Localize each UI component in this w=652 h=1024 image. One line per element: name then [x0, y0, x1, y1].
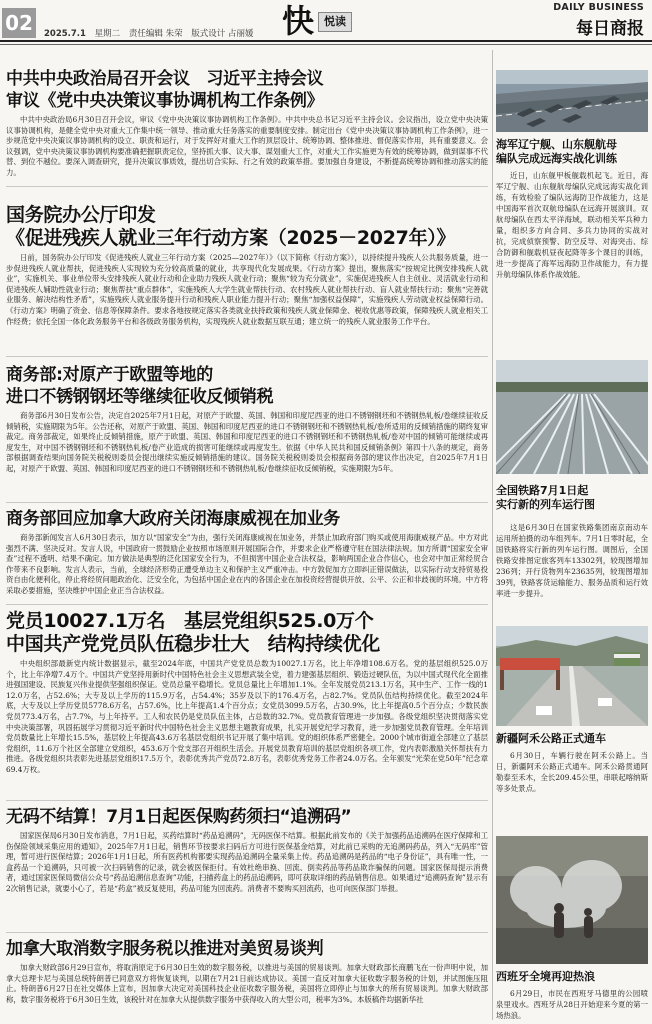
article-headline	[6, 204, 488, 250]
article-body: 国家医保局6月30日发布消息，7月1日起，买药结算时“药品追溯码”，无码医保不结算。根据此前发布的《关于加强药品追溯码在医疗保障和工伤保险领域采集应用的通知》，2025年7月1日起，销售环节按要求扫码后方可进行医保基金结算，对此前已采购的无追溯码药品，列入“无码库”管理，暂可进行医保结算；2026年1月1日起，所有医药机构都要实现药品追溯码全量采集上传。药品追溯码是药品的“电子身份证”，具有唯一性，一盒药品一个追溯码，只可被一次扫码销售的记录，就会被医保拒付。有效杜绝串换、回流、倒卖药品等药品欺诈骗保的问题。国家医保局提示消费者，通过国家医保局微信公众号“药品追溯信息查询”功能，扫描药盒上的药品追溯码，即可获取详细的药品销售信息。如果通过“追溯码查询”显示有2次销售记录，就要小心了，若是“药盒”被反复使用，药品可能为回流药。消费者不要购买回流药，也可向医保部门举报。	[6, 831, 488, 893]
masthead-rule	[0, 40, 652, 42]
article-headline	[6, 610, 488, 656]
article-politburo	[6, 68, 488, 179]
article-headline	[6, 938, 488, 960]
article-traceability-code	[6, 806, 488, 927]
article-body: 中共中央政治局6月30日召开会议，审议《党中央决策议事协调机构工作条例》。中共中央总书记习近平主持会议。会议指出，设立党中央决策议事协调机构，是健全党中央对重大工作集中统一领导、推动重大任务落实的重要制度安排。制定出台《党中央决策议事协调机构工作条例》，进一步规范党中央决策议事协调机构的设立、职责和运行，对于发挥好对重大工作的顶层设计、统筹协调、整体推进、督促落实作用，具有重要意义。会议强调，党中央决策议事协调机构要准确把握职责定位，坚持抓大事、议大事、谋划重大工作，对重大工作实施更为有效的统筹协调，做到谋事不代替、到位不越位。要深入调查研究，提升决策议事质效，提出切合实际、行之有效的政策举措。要加强自身建设，不断提高统筹协调和推动落实的能力。	[6, 115, 488, 177]
sidebar-title-line-1: 西班牙全境再迎热浪	[496, 970, 595, 983]
article-divider	[6, 800, 488, 801]
sidebar-body: 6月29日，市民在西班牙马德里的公园喷泉里戏水。西班牙从28日开始迎来今夏的第一场热浪。	[496, 989, 648, 1020]
photo-railway-depot	[496, 360, 648, 474]
headline-line-1: 国务院办公厅印发	[6, 204, 156, 226]
article-disabled-employment	[6, 204, 488, 349]
headline-line-2: 进口不锈钢钢坯等继续征收反倾销税	[6, 387, 274, 407]
railway-depot-image	[496, 360, 648, 474]
article-headline	[6, 806, 488, 828]
sidebar-title	[496, 484, 648, 512]
page-number: 02	[2, 8, 36, 38]
editor-credit: 责任编辑 朱荣	[128, 29, 183, 39]
article-anti-dumping	[6, 364, 488, 497]
headline-line-2: 审议《党中央决策议事协调机构工作条例》	[6, 91, 324, 111]
headline-line-1: 商务部:对原产于欧盟等地的	[6, 365, 213, 385]
ahe-highway-image	[496, 626, 648, 726]
headline-line-1: 中共中央政治局召开会议 习近平主持会议	[6, 69, 324, 89]
sidebar-title-line-1: 海军辽宁舰、山东舰航母	[496, 138, 617, 151]
photo-madrid-fountain	[496, 836, 648, 964]
masthead-rule-thin	[0, 44, 652, 45]
headline-line-2: 《促进残疾人就业三年行动方案（2025－2027年）》	[6, 227, 456, 249]
article-divider	[6, 604, 488, 605]
date-line	[44, 27, 259, 39]
article-canada-dst	[6, 938, 488, 1017]
section-logo-big: 快	[282, 2, 315, 40]
issue-date: 2025.7.1	[44, 29, 86, 39]
paper-name-en: DAILY BUSINESS	[553, 2, 644, 13]
sidebar-title	[496, 138, 648, 166]
sidebar-body: 6月30日，车辆行驶在阿禾公路上。当日，新疆阿禾公路正式通车。阿禾公路贯通阿勒泰至禾木，全长209.45公里，串联起喀纳斯等多处景点。	[496, 751, 648, 793]
article-divider	[6, 932, 488, 933]
section-logo-small: 悦读	[318, 12, 352, 32]
carrier-deck-image	[496, 70, 648, 132]
article-hikvision	[6, 508, 488, 597]
article-headline	[6, 364, 488, 408]
headline-line-1: 商务部回应加拿大政府关闭海康威视在加业务	[6, 509, 340, 529]
article-divider	[6, 356, 488, 357]
issue-weekday: 星期二	[94, 29, 121, 39]
masthead	[0, 0, 652, 40]
sidebar-title	[496, 970, 648, 984]
sidebar-title-line-1: 全国铁路7月1日起	[496, 484, 589, 497]
madrid-fountain-image	[496, 836, 648, 964]
headline-line-1: 党员10027.1万名 基层党组织525.0万个	[6, 610, 374, 632]
photo-ahe-highway	[496, 626, 648, 726]
sidebar-title-line-2: 实行新的列车运行图	[496, 498, 595, 511]
headline-line-2: 中国共产党党员队伍稳步壮大 结构持续优化	[6, 633, 381, 655]
section-logo	[282, 2, 366, 40]
article-headline	[6, 68, 488, 112]
article-body: 中央组织部最新党内统计数据显示，截至2024年底，中国共产党党员总数为10027.1万名，比上年净增108.6万名。党的基层组织525.0万个，比上年净增7.4万个。中国共产党坚持用新时代中国特色社会主义思想武装全党，着力建强基层组织、锻造过硬队伍，为以中国式现代化全面推进强国建设、民族复兴伟业提供坚强组织保证。党员总量平稳增长。党员总量比上年增加1.1%。全年发展党员213.1万名，其中生产、工作一线的112.0万名，占52.6%；大专及以上学历的115.9万名，占54.4%；35岁及以下的176.4万名，占82.7%。党员队伍结构持续优化。截至2024年底，大专及以上学历党员5778.6万名，占57.6%，比上年提高1.4个百分点；女党员3099.5万名，占30.9%，比上年提高0.5个百分点；少数民族党员773.4万名，占7.7%，与上年持平。工人和农民仍是党员队伍主体，占总数的32.7%。党员教育管理进一步加强。各级党组织坚决贯彻落实党中央决策部署，巩固拓展学习贯彻习近平新时代中国特色社会主义思想主题教育成果，扎实开展党纪学习教育，进一步加强党员教育管理。全年培训党员数量比上年增长15.5%，基层较上年提高43.6万名基层党组织书记开展了集中培训。党的组织体系严密健全。2000个城市街道全部建立了基层党组织，11.6万个社区全部建立党组织，453.6万个党支部召开组织生活会。开展党员教育培训的基层党组织各项工作，党内表彰激励关怀帮扶有力推进。各级党组织共表彰先进基层党组织17.5万个，表彰优秀共产党员72.8万名，表彰优秀党务工作者24.0万名。全年颁发“光荣在党50年”纪念章69.4万枚。	[6, 659, 488, 774]
photo-carrier-deck	[496, 70, 648, 132]
article-divider	[6, 186, 488, 187]
article-body: 商务部6月30日发布公告，决定自2025年7月1日起，对原产于欧盟、英国、韩国和印度尼西亚的进口不锈钢钢坯和不锈钢热轧板/卷继续征收反倾销税，实施期限为5年。公告还称，对原产于欧盟、英国、韩国和印度尼西亚的进口不锈钢钢坯和不锈钢热轧板/卷所适用的反倾销措施的期终复审裁定。商务部裁定，如果终止反倾销措施，原产于欧盟、英国、韩国和印度尼西亚的进口不锈钢钢坯和不锈钢热轧板/卷对中国的倾销可能继续或再度发生，对中国不锈钢钢坯和不锈钢热轧板/卷产业造成的损害可能继续或再度发生。依据《中华人民共和国反倾销条例》第四十八条的规定，商务部根据调查结果向国务院关税税则委员会提出继续实施反倾销措施的建议。国务院关税税则委员会根据商务部的建议作出决定，自2025年7月1日起，对原产于欧盟、英国、韩国和印度尼西亚的进口不锈钢钢坯和不锈钢热轧板/卷继续征收反倾销税，实施期限为5年。	[6, 411, 488, 473]
designer-credit: 版式设计 占丽媛	[191, 29, 254, 39]
article-body: 商务部新闻发言人6月30日表示，加方以“国家安全”为由，强行关闭海康威视在加业务，并禁止加政府部门购买或使用海康威视产品。中方对此强烈不满、坚决反对。发言人说，中国政府一贯鼓励企业按照市场原则开展国际合作，并要求企业严格遵守驻在国法律法规。加方所谓“国家安全审查”过程不透明、结果不确定。加方做法是典型的泛化国家安全行为，不但损害中国企业合法权益，影响两国企业合作信心，也会对中加正常经贸合作带来不良影响。发言人表示，当前，全球经济形势正遭受单边主义和保护主义严重冲击。中方敦促加方立即纠正错误做法，以实际行动支持贸易投资自由化便利化，停止将经贸问题政治化、泛安全化，为包括中国企业在内的各国企业在加投资经营提供开放、公平、公正和非歧视的环境。中方将采取必要措施，坚决维护中国企业正当合法权益。	[6, 533, 488, 595]
headline-line-1: 无码不结算！7月1日起医保购药须扫“追溯码”	[6, 807, 352, 827]
column-rule	[492, 50, 493, 1020]
sidebar-title	[496, 732, 648, 746]
sidebar-title-line-1: 新疆阿禾公路正式通车	[496, 732, 606, 745]
headline-line-1: 加拿大取消数字服务税以推进对美贸易谈判	[6, 939, 324, 959]
article-body: 日前，国务院办公厅印发《促进残疾人就业三年行动方案（2025—2027年）》（以下简称《行动方案》），以持续提升残疾人公共服务质量，进一步促进残疾人就业帮扶，促进残疾人实现较为充分较高质量的就业，共享现代化发展成果。《行动方案》提出，聚焦落实“按规定比例安排残疾人就业”，实施机关、事业单位带头安排残疾人就业行动和企业助力残疾人就业行动；聚焦“较为充分就业”，实施促进残疾人自主创业、灵活就业行动和促进残疾人辅助性就业行动；聚焦帮扶“重点群体”，实施残疾人大学生就业帮扶行动、农村残疾人就业帮扶行动、盲人就业帮扶行动；聚焦“完善就业服务、解决结构性矛盾”，实施残疾人就业服务提升行动和残疾人职业能力提升行动；聚焦“加强权益保障”，实施残疾人劳动就业权益保障行动。《行动方案》明确了资金、信息等保障条件。要求各地按规定落实各类就业扶持政策和残疾人就业保障金、税收优惠等政策，保障残疾人就业相关工作经费；依托全国一体化政务服务平台和各级政务服务机构，实现残疾人就业数据互联互通；建立统一的残疾人就业服务工作平台。	[6, 253, 488, 326]
article-body: 加拿大财政部6月29日宣布，将取消原定于6月30日生效的数字服务税，以推进与美国的贸易谈判。加拿大财政部长商鹏飞在一份声明中说，加拿大总理卡尼与美国总统特朗普已同意双方将恢复谈判，以期在7月21日前达成协议。美国一直反对加拿大征收数字服务税的计划，并试图施压阻止。特朗普6月27日在社交媒体上宣布，因加拿大决定对美国科技企业征收数字服务税，美国将立即停止与加拿大的所有贸易谈判。加拿大财政部称，数字服务税将于6月30日生效，该税针对在加拿大从提供数字服务中获得收入的大型公司，税率为3%。本版稿件均据新华社	[6, 963, 488, 1004]
article-headline	[6, 508, 488, 530]
sidebar-body: 近日，山东舰甲板舰载机起飞。近日，海军辽宁舰、山东舰航母编队完成远海实战化训练，有效检验了编队远海防卫作战能力，这是中国海军首次双航母编队在远海开展演训。双航母编队在西太平洋海域，联动相关军兵种力量，组织多方向合同、多兵力协同的实战对抗，完成侦察预警、防空反导、对海突击、综合防御和舰载机昼夜起降等多个课目的训练，进一步提高了海军远海防卫作战能力，有力提升航母编队体系作战效能。	[496, 171, 648, 279]
article-party-members	[6, 610, 488, 797]
sidebar-title-line-2: 编队完成远海实战化训练	[496, 152, 617, 165]
sidebar-body: 这是6月30日在国家铁路集团南京南动车运用所拍摄的动车组列车。7月1日零时起，全国铁路将实行新的列车运行图。调图后，全国铁路安排图定旅客列车13302列，较现图增加236列；开行货物列车23635列，较现图增加39列，铁路客货运输能力、服务品质和运行效率进一步提升。	[496, 523, 648, 598]
paper-name-cn: 每日商报	[576, 19, 644, 39]
article-divider	[6, 502, 488, 503]
